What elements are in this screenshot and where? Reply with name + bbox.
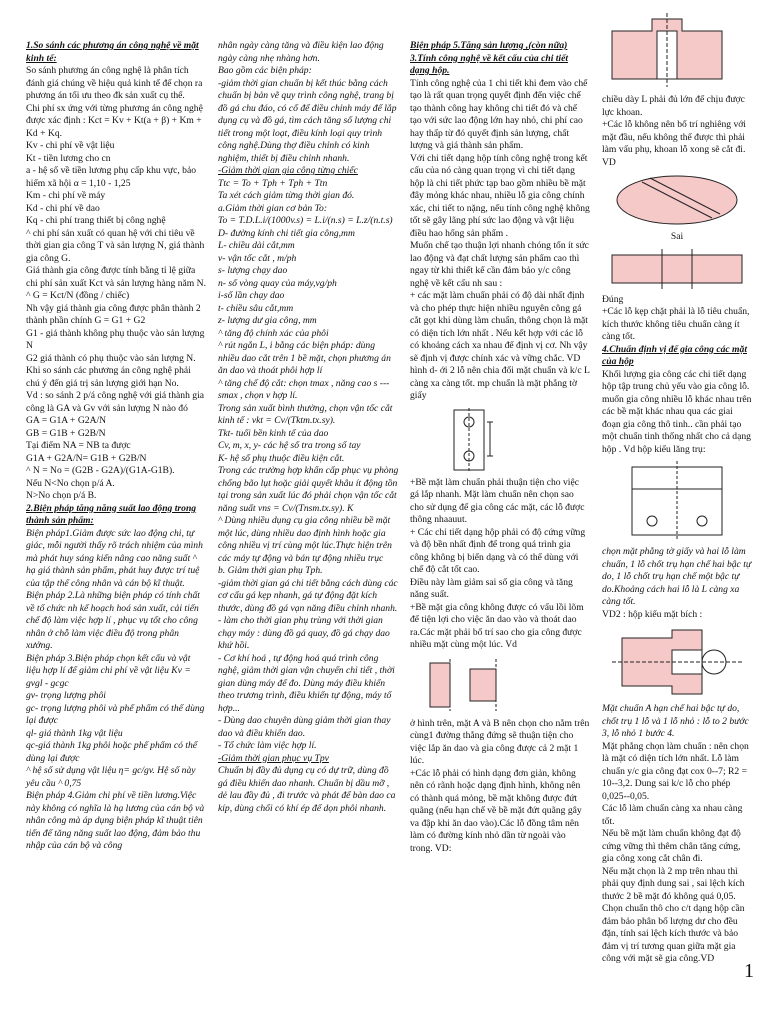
label-sai: Sai bbox=[670, 231, 684, 242]
paragraph: Điều này làm giảm sai số gia công và tăng năng suất. bbox=[410, 576, 573, 600]
paragraph: ql- giá thành 1kg vật liệu bbox=[26, 727, 123, 739]
paragraph: Bao gồm các biện pháp: bbox=[218, 65, 312, 76]
heading-4: 4.Chuẩn định vị để gia công các mặt của hộp bbox=[602, 343, 747, 367]
paragraph: +Bề mặt làm chuẩn phải thuận tiện cho việc gá lắp nhanh. Mặt làm chuẩn nên chọn sao cho sử dụng để gia công các mặt, các lỗ được thông nhaauut. bbox=[410, 476, 585, 525]
column-2 bbox=[218, 40, 400, 815]
paragraph: Ta xét cách giảm từng thời gian đó. bbox=[218, 190, 355, 201]
figure-faces-a-b bbox=[410, 655, 530, 715]
paragraph: i-số lần chạy dao bbox=[218, 290, 285, 301]
paragraph: Cv, m, x, y- các hệ số tra trong sổ tay bbox=[218, 440, 361, 451]
paragraph: G1 - giá thành không phụ thuộc vào sản lượng N bbox=[26, 327, 205, 351]
paragraph: ^ Dùng nhiều dụng cụ gia công nhiều bề mặt một lúc, dùng nhiều dao định hình hoặc gia công nhiều vị trí cùng một lúc.Thực hiện trên các máy tự động và bán tự động nhiều trục bbox=[218, 515, 392, 564]
paragraph: Khối lượng gia công các chi tiết dạng hộp tập trung chủ yếu vào gia công lỗ. muốn gia công nhiều lỗ khác nhau trên các bề mặt khác nhau qua các giai đoạn gia công thô tinh.. cần phải tạo một chuẩn tinh thống nhất cho cả dạng hộp . Vd hộp kiểu lăng trụ: bbox=[602, 368, 752, 455]
paragraph: -giảm thời gian gá chi tiết bằng cách dùng các cơ cấu gá kẹp nhanh, gá tự động đặt kích thước, dùng đồ gá vạn năng điều chỉnh nhanh. bbox=[218, 577, 398, 614]
paragraph: Mặt chuẩn A hạn chế hai bậc tự do, chốt trụ 1 lỗ và 1 lỗ nhỏ : lỗ to 2 bước 3, lỗ nhỏ 1 bước 4. bbox=[602, 703, 749, 739]
paragraph: G2 giá thành có phụ thuộc vào sản lượng N. bbox=[26, 352, 196, 364]
figure-inclined-hole-right bbox=[602, 247, 752, 291]
figure-flange-housing bbox=[602, 624, 752, 700]
paragraph: +Các lỗ kẹp chặt phải là lỗ tiêu chuẩn, kích thước không tiêu chuẩn càng ít càng tốt. bbox=[602, 306, 750, 342]
paragraph: ^ rút ngắn L, i bằng các biện pháp: dùng bbox=[218, 340, 376, 351]
paragraph: -giảm thời gian chuẩn bị kết thúc bằng cách chuẩn bị bản vẽ quy trình công nghệ, trang bị đồ gá chu đáo, có cố để điều chỉnh máy để lắp dụng cụ và đồ gá, tìm cách tăng số lượng chi tiết trong một loạt, điều kính loại quy trình công nghệ.Dùng thợ điều chỉnh có kinh nghiệm, thiết bị điều chỉnh nhanh. bbox=[218, 77, 397, 164]
figure-inclined-hole-wrong bbox=[602, 172, 752, 228]
paragraph: - Dùng dao chuyên dùng giảm thời gian thay dao và điều khiển dao. bbox=[218, 715, 391, 739]
paragraph: Biện pháp1.Giảm được sức lao động chi, tự giác, mỗi người thấy rõ trách nhiệm của mình mà phát huy sáng kiến nâng cao năng suất ^ hạ giá thành sản phẩm, phát huy được trí tuệ của tập thể công nhân và cán bộ kĩ thuật. bbox=[26, 527, 203, 589]
paragraph: ^ N = No = (G2B - G2A)/(G1A-G1B). bbox=[26, 465, 175, 476]
paragraph: t- chiều sâu cắt,mm bbox=[218, 302, 294, 314]
paragraph: ^ tăng chế độ cắt: chọn tmax , năng cao s --- smax , chọn v hợp lí. bbox=[218, 377, 390, 401]
paragraph: chọn mặt phẳng tờ giấy và hai lỗ làm chuẩn, 1 lỗ chốt trụ hạn chế hai bậc tự do, 1 lỗ chốt trụ hạn chế một bậc tự do.Khoảng cách hai lỗ là L càng xa càng tốt. bbox=[602, 546, 752, 607]
paragraph: + Các chi tiết dạng hộp phải có độ cứng vững và độ bền nhất định để trong quá trình gia công không bị biến dạng và có thể dùng với chế độ cắt tốt cao. bbox=[410, 526, 586, 575]
page-number: 1 bbox=[744, 960, 754, 982]
paragraph: v- vận tốc cắt , m/ph bbox=[218, 252, 297, 264]
paragraph: a.Giảm thời gian cơ bản To: bbox=[218, 202, 328, 214]
paragraph: Các lỗ làm chuẩn càng xa nhau càng tốt. bbox=[602, 803, 743, 827]
paragraph: Mặt phẳng chọn làm chuẩn : nên chọn là mặt có diện tích lớn nhất. Lỗ làm chuẩn y/c gia công đạt cox 0--7; R2 = 10--3,2. Dung sai k/c lỗ cho phép 0,025--0,05. bbox=[602, 740, 749, 802]
paragraph: Với chi tiết dạng hộp tính công nghệ trong kết cấu của nó càng quan trọng vì chi tiết dạng hộp là chi tiết phức tạp bao gồm nhiều bề mặt đây mỏng khác nhau, nhiều lỗ gia công chính xác, chi tiết to nặng, nếu tính công nghệ không tốt sẽ gây lãng phí sức lao động và vật liệu điều hao hổng sản phẩm . bbox=[410, 152, 590, 239]
paragraph: VD2 : hộp kiểu mặt bích : bbox=[602, 608, 703, 620]
paragraph: Tkt- tuổi bền kinh tế của dao bbox=[218, 427, 329, 439]
column-1 bbox=[26, 40, 206, 853]
paragraph: ^ hệ số sử dụng vật liệu η= gc/gv. Hệ số này yêu cầu ^ 0,75 bbox=[26, 765, 196, 789]
paragraph: Kq - chi phí trang thiết bị công nghệ bbox=[26, 215, 166, 226]
paragraph: Kt - tiền lương cho cn bbox=[26, 152, 111, 164]
paragraph: GA = G1A + G2A/N bbox=[26, 415, 107, 426]
paragraph: Kv - chi phí về vật liệu bbox=[26, 140, 115, 151]
paragraph: z- lượng dư gia công, mm bbox=[218, 315, 317, 326]
paragraph: L- chiều dài cắt,mm bbox=[218, 240, 295, 251]
paragraph: G1A + G2A/N= G1B + G2B/N bbox=[26, 452, 147, 464]
paragraph: - làm cho thời gian phụ trùng với thời gian chạy máy : dùng đồ gá quay, đồ gá chạy dao khứ hồi. bbox=[218, 615, 390, 651]
paragraph: GB = G1B + G2B/N bbox=[26, 427, 106, 439]
heading-bien-phap-5: Biện pháp 5.Tăng sản lượng ,(còn nữa) bbox=[410, 40, 568, 51]
paragraph: n- số vòng quay của máy,vg/ph bbox=[218, 277, 337, 289]
paragraph: ở hình trên, mặt A và B nên chọn cho nằm trên cùng1 đường thẳng đứng sẽ thuận tiện cho việc lắp ăn dao và gia công được cả 2 mặt 1 lúc. bbox=[410, 717, 590, 766]
paragraph: s- lượng chạy dao bbox=[218, 265, 288, 276]
paragraph: + các mặt làm chuẩn phải có độ dài nhất định và cho phép thực hiện nhiều nguyên công gá cắt gọt khi dùng làm chuẩn, thông chọn là mặt có diện tích lớn nhất . Nếu kết hợp với các lỗ có khoảng cách xa nhau để định vị cơ. Nh vậy sẽ định vị được chính xác và vững chắc. VD hình d- ới 2 lỗ nên chia đối mặt chuẩn và k/c L càng xa càng tốt. mp chuẩn là mặt phẳng tờ giấy bbox=[410, 290, 590, 401]
paragraph: Km - chi phí về máy bbox=[26, 190, 106, 201]
paragraph: Biện pháp 3.Biện pháp chọn kết cấu và vật liệu hợp lí để giảm chi phí về vật liệu Kv = gvgl - gcgc bbox=[26, 652, 191, 689]
figure-two-hole-locating-plate bbox=[410, 406, 530, 474]
paragraph: Nh vậy giá thành gia công được phân thành 2 thành phần chính G = G1 + G2 bbox=[26, 302, 201, 326]
heading-2: 2.Biện pháp tăng năng suất lao động trong thành sản phẩm: bbox=[26, 502, 197, 526]
paragraph: Vd : so sánh 2 p/á công nghệ với giá thành gia công là GA và Gv với sản lượng N nào đó bbox=[26, 390, 204, 414]
formula: To = T.D.L.i/(1000v.s) = L.i/(n.s) = L.z/(n.t.s) bbox=[218, 215, 393, 226]
heading-1: 1.So sánh các phương án công nghệ về mặt kinh tế: bbox=[26, 40, 199, 64]
paragraph: Tại điểm NA = NB ta được bbox=[26, 440, 131, 451]
paragraph: Chuẩn bị đầy đủ dụng cụ có dự trữ, dùng đồ gá điều khiển dao nhanh. Chuẩn bị dầu mỡ , dẻ lau đầy đủ , đi trước và phát để bàn dao ca kíp, dùng chổi có khí ép để dọn phôi nhanh. bbox=[218, 765, 396, 814]
paragraph: +Các lỗ phải có hình dạng đơn giản, không nên có rãnh hoặc dạng định hình, không nên có thành quá mỏng, bề mặt không được đứt quãng (nếu hạn chế về bề mặt đứt quãng gây va đập khi ăn dao vào).Các lỗ đồng tâm nên làm có đường kính nhỏ dần từ ngoài vào trong. VD: bbox=[410, 767, 582, 854]
formula: Ttc = To + Tph + Tph + Ttn bbox=[218, 177, 328, 189]
paragraph: Chi phí sx ứng với từng phương án công nghệ được xác định : Kct = Kv + Kt(a + β) + Km + Kd + Kq. bbox=[26, 102, 203, 139]
paragraph: Nếu mặt chọn là 2 mp trên nhau thì phải quy định dung sai , sai lệch kích thước 2 bề mặt đó không quá 0,05. bbox=[602, 865, 745, 902]
paragraph: D- đường kính chi tiết gia công,mm bbox=[218, 227, 355, 239]
paragraph: gc- trọng lượng phôi và phế phẩm có thể dùng lại được bbox=[26, 702, 205, 726]
paragraph: chiều dày L phải đủ lớn để chịu được lực khoan. bbox=[602, 94, 745, 118]
heading-3: 3.Tính công nghệ về kết cấu của chi tiết dạng hộp. bbox=[410, 52, 569, 76]
paragraph: - Cơ khí hoá , tự động hoá quá trình công nghệ, giảm thời gian vận chuyển chi tiết , thời gian dùng máy để đo. Dùng máy điều khiển theo trương trình, điều khiển tự động, máy tổ hợp... bbox=[218, 652, 395, 714]
paragraph: nhân ngày càng tăng và điều kiện lao động ngày càng nhẹ nhàng hơn. bbox=[218, 40, 384, 64]
figure-drill-wall-thickness bbox=[602, 11, 752, 91]
paragraph: qc-giá thành 1kg phôi hoặc phế phẩm có thể dùng lại được bbox=[26, 740, 198, 764]
paragraph: b. Giảm thời gian phụ Tph. bbox=[218, 565, 323, 576]
paragraph: ^ tăng độ chính xác của phôi bbox=[218, 327, 329, 339]
paragraph: Khi so sánh các phương án công nghệ phải chú ý đến giá trị sản lượng giới hạn No. bbox=[26, 365, 191, 389]
subheading: -Giảm thời gian gia công từng chiếc bbox=[218, 165, 358, 176]
paragraph: nhiều dao cắt trên 1 bề mặt, chọn phương án ăn dao và thoát phôi hợp lí bbox=[218, 352, 391, 376]
paragraph: a - hệ số về tiền lương phụ cấp khu vực, bảo hiểm xã hội α = 1,10 - 1,25 bbox=[26, 165, 196, 189]
paragraph: ^ chi phí sản xuất có quan hệ với chi tiêu về thời gian gia công T và sản lượng N, giá thành gia công G. bbox=[26, 227, 205, 264]
paragraph: Trong sản xuất bình thường, chọn vận tốc cắt kinh tế : vkt = Cv/(Tktm.tx.sy). bbox=[218, 402, 393, 426]
paragraph: Nếu bề mặt làm chuẩn không đạt độ cứng vững thì thêm chân tăng cứng, gia công xong cắt chân đi. bbox=[602, 828, 741, 864]
paragraph: Giá thành gia công được tính bằng tỉ lệ giữa chi phí sản xuất Kct và sản lượng hàng năm N. bbox=[26, 265, 206, 289]
subheading: -Giảm thời gian phục vụ Tpv bbox=[218, 752, 329, 764]
paragraph: K- hệ số phụ thuộc điều kiện cắt. bbox=[218, 452, 345, 464]
paragraph: Trong các trường hợp khẩn cấp phục vụ phòng chống bão lụt hoặc giải quyết khâu ít động tồn tại trong sản xuất lúc đó phải chọn vận tốc cắt năng suất vns = Cv/(Tnsm.tx.sy). K bbox=[218, 465, 399, 514]
figure-prism-housing bbox=[602, 459, 752, 543]
paragraph: Chọn chuẩn thô cho c/t dạng hộp cần đảm bảo phân bổ lượng dư cho đều đặn, tính sai lệch kích thước và bảo đảm vị trí tương quan giữa mặt gia công với mặt sẽ gia công.VD bbox=[602, 903, 745, 964]
paragraph: Muốn chế tạo thuận lợi nhanh chóng tốn ít sức lao động và đạt chất lượng sản phẩm cao thì ngay từ khi thiết kế cần đảm bảo y/c công nghệ về kết cấu nh sau : bbox=[410, 240, 589, 289]
paragraph: N>No chọn p/á B. bbox=[26, 490, 97, 501]
paragraph: Biện pháp 4.Giảm chi phí về tiền lương.Việc này không có nghĩa là hạ lương của cán bộ và nhân công mà áp dụng biện pháp kĩ thuật tiên tiến để tăng năng suất lao động, đảm bảo thu nhập của cán bộ và công bbox=[26, 790, 205, 851]
paragraph: Tính công nghệ của 1 chi tiết khi đem vào chế tạo là rất quan trọng quyết định đến việc chế tạo thành công hay không chi tiết đó và chế tạo với sức lao động lớn hay nhỏ, chi phí cao hay thấp từ đó quyết định sản lượng, chất lượng và giá thành sản phẩm. bbox=[410, 77, 588, 151]
paragraph: - Tổ chức làm việc hợp lí. bbox=[218, 740, 317, 751]
paragraph: So sánh phương án công nghệ là phân tích đánh giá chúng về hiệu quả kinh tế để chọn ra phương án tối ưu theo đk sản xuất cụ thể. bbox=[26, 65, 203, 101]
paragraph: +Các lỗ không nên bố trí nghiêng với mặt đầu, nếu không thể được thì phải làm vấu phụ, khoan lỗ xong sẽ cắt đi. VD bbox=[602, 119, 746, 168]
paragraph: +Bề mặt gia công không được có vấu lồi lõm để tiện lợi cho việc ăn dao vào và thoát dao ra.Các mặt phải bố trí sao cho gia công được nhiều mặt cùng một lúc. Vd bbox=[410, 601, 584, 650]
label-dung: Đúng bbox=[602, 293, 624, 305]
paragraph: ^ G = Kct/N (đồng / chiếc) bbox=[26, 290, 130, 301]
column-3 bbox=[410, 40, 590, 855]
column-4 bbox=[602, 8, 752, 966]
paragraph: Nếu N<No chọn p/á A. bbox=[26, 477, 115, 489]
paragraph: gv- trọng lượng phôi bbox=[26, 690, 106, 701]
paragraph: Biện pháp 2.Là những biện pháp có tính chất về tổ chức nh kế hoạch hoá sản xuất, cải tiến chế độ làm việc hợp lí , phục vụ tốt cho công nhân ở chỗ làm việc điều độ trong phân xưởng. bbox=[26, 590, 200, 651]
paragraph: Kd - chi phí về dao bbox=[26, 202, 100, 214]
